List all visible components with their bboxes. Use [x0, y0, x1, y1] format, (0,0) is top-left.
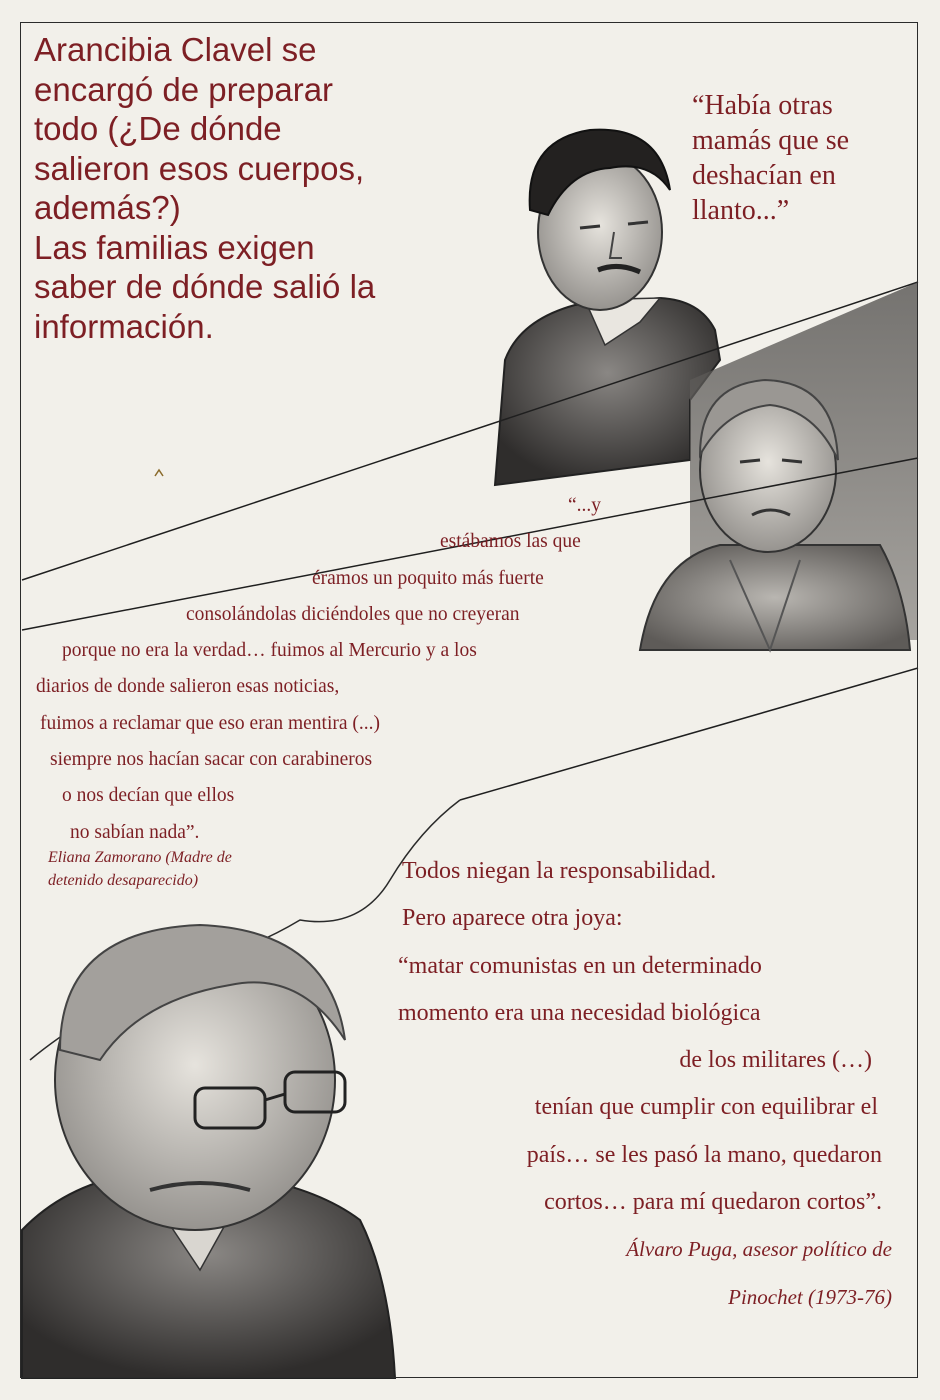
intro-line: salieron esos cuerpos,: [34, 149, 365, 187]
intro-line: Las familias exigen: [34, 228, 315, 266]
intro-line: todo (¿De dónde: [34, 110, 282, 147]
attribution-line: Álvaro Puga, asesor político de: [626, 1237, 892, 1262]
intro-line: Arancibia Clavel se: [34, 31, 317, 68]
quote-line: o nos decían que ellos: [62, 785, 235, 807]
intro-line: encargó de preparar: [34, 70, 334, 108]
quote-line: cortos… para mí quedaron cortos”.: [544, 1189, 882, 1216]
intro-line: saber de dónde salió la: [34, 268, 376, 305]
intro-line: además?): [34, 189, 181, 226]
quote-line: momento era una necesidad biológica: [398, 999, 761, 1026]
quote-line: “...y: [568, 495, 602, 516]
attribution-eliana: [48, 846, 232, 892]
quote-line: consolándolas diciéndoles que no creyeran: [186, 603, 520, 625]
attribution-line: Pinochet (1973-76): [728, 1284, 892, 1309]
attribution-line: detenido desaparecido): [48, 872, 199, 889]
quote-line: éramos un poquito más fuerte: [312, 567, 544, 589]
narration-line: Pero aparece otra joya:: [402, 905, 623, 932]
quote-line: país… se les pasó la mano, quedaron: [526, 1141, 882, 1168]
quote-testimony: [0, 488, 940, 851]
quote-line: tenían que cumplir con equilibrar el: [534, 1094, 878, 1121]
puga-section: [380, 848, 900, 1321]
intro-narration: [34, 30, 494, 346]
quote-line: siempre nos hacían sacar con carabineros: [50, 749, 373, 771]
quote-line: fuimos a reclamar que eso eran mentira (...): [40, 712, 381, 734]
attribution-line: Eliana Zamorano (Madre de: [48, 849, 232, 866]
intro-line: información.: [34, 307, 214, 345]
quote-line: “matar comunistas en un determinado: [398, 952, 762, 979]
quote-line: no sabían nada”.: [70, 821, 200, 843]
narration-line: Todos niegan la responsabilidad.: [402, 858, 717, 884]
quote-line: de los militares (…): [679, 1047, 872, 1074]
quote-line: mamás que se: [692, 125, 850, 156]
quote-line: diarios de donde salieron esas noticias,: [36, 676, 340, 698]
quote-line: llanto...”: [692, 195, 790, 226]
quote-other-mothers: [692, 88, 922, 228]
quote-line: deshacían en: [692, 160, 836, 191]
quote-line: porque no era la verdad… fuimos al Mercurio y a los: [62, 640, 477, 662]
quote-line: “Había otras: [692, 90, 833, 121]
quote-line: estábamos las que: [440, 531, 581, 553]
